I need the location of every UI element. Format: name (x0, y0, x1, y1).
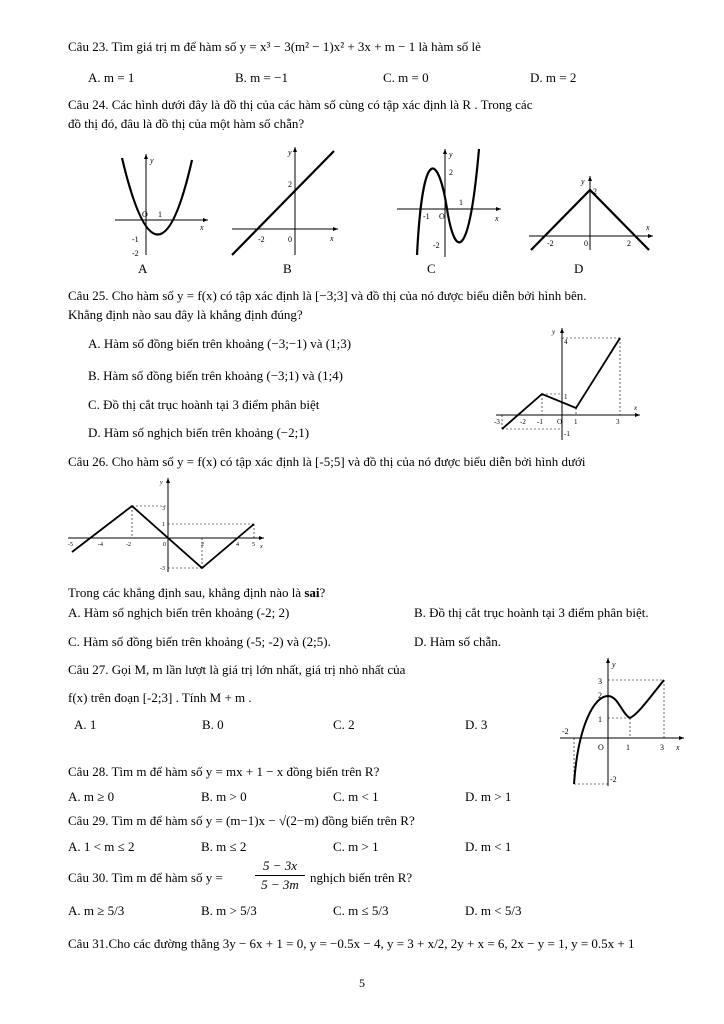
q29-stem: Câu 29. Tìm m để hàm số y = (m−1)x − √(2−m) đồng biến trên R? (68, 813, 415, 828)
q28-option-c: C. m < 1 (333, 789, 379, 804)
q29-option-a: A. 1 < m ≤ 2 (68, 839, 135, 854)
q24d-origin-label: 0 (584, 239, 588, 248)
q30-option-c: C. m ≤ 5/3 (333, 903, 389, 918)
q25-option-b: B. Hàm số đồng biến trên khoảng (−3;1) và (1;4) (88, 368, 344, 383)
q27-tick-3x: 3 (660, 743, 664, 752)
q24-graph-d (527, 172, 657, 252)
q24b-tick-2: 2 (288, 180, 292, 189)
q24d-tick-2: 2 (593, 187, 597, 196)
q25-tick-m1: -1 (564, 430, 570, 438)
q26-tick-m5: -5 (68, 542, 73, 548)
q26-tick-m2: -2 (126, 542, 131, 548)
q27-graph (558, 656, 688, 788)
q24a-tick-m1: -1 (132, 235, 139, 244)
q26-question-prefix: Trong các khẳng định sau, khẳng định nào là (68, 585, 305, 600)
q25-option-d: D. Hàm số nghịch biến trên khoảng (−2;1) (88, 425, 310, 440)
q24-label-a: A (138, 261, 148, 276)
q26-question-suffix: ? (319, 585, 326, 600)
q24b-origin-label: 0 (288, 235, 292, 244)
q24-graph-a (110, 150, 210, 260)
q27-stem-line1: Câu 27. Gọi M, m lần lượt là giá trị lớn nhất, giá trị nhỏ nhất của (68, 662, 406, 677)
q23-option-d: D. m = 2 (530, 70, 577, 85)
q25-tick-4: 4 (564, 338, 568, 346)
q25-stem-line1: Câu 25. Cho hàm số y = f(x) có tập xác định là [−3;3] và đồ thị của nó được biểu diễn bởi hình bên. (68, 288, 587, 303)
q24-stem-line2: đồ thị đó, đâu là đồ thị của một hàm số chẵn? (68, 116, 305, 131)
q26-x-label: x (260, 544, 263, 550)
q25-option-a: A. Hàm số đồng biến trên khoảng (−3;−1) và (1;3) (88, 336, 352, 351)
q26-stem: Câu 26. Cho hàm số y = f(x) có tập xác định là [-5;5] và đồ thị của nó được biểu diễn bởi hình dưới (68, 454, 586, 469)
q26-tick-1: 1 (162, 522, 165, 528)
q23-option-b: B. m = −1 (235, 70, 288, 85)
q28-stem: Câu 28. Tìm m để hàm số y = mx + 1 − x đồng biến trên R? (68, 764, 380, 779)
q30-option-d: D. m < 5/3 (465, 903, 522, 918)
q27-stem-line2: f(x) trên đoạn [-2;3] . Tính M + m . (68, 690, 252, 705)
q30-fraction-denominator: 5 − 3m (261, 877, 299, 892)
q27-option-d: D. 3 (465, 717, 488, 732)
q27-tick-2: 2 (598, 691, 602, 700)
q28-option-a: A. m ≥ 0 (68, 789, 115, 804)
q24-label-d: D (574, 261, 584, 276)
q26-tick-5: 5 (252, 542, 255, 548)
q24d-y-label: y (581, 177, 585, 186)
q29-option-d: D. m < 1 (465, 839, 512, 854)
q27-option-a: A. 1 (74, 717, 97, 732)
q24b-y-label: y (288, 148, 292, 157)
q25-tick-m3: -3 (494, 418, 500, 426)
q30-fraction-bar (255, 875, 305, 876)
q26-question (68, 584, 325, 602)
q25-y-label: y (552, 328, 556, 336)
q24c-tick-m2: -2 (433, 241, 440, 250)
q27-x-label: x (676, 743, 680, 752)
q25-tick-1x: 1 (574, 418, 578, 426)
q26-option-b: B. Đồ thị cắt trục hoành tại 3 điểm phân biệt. (414, 605, 649, 620)
q30-fraction-numerator: 5 − 3x (262, 858, 298, 873)
q24d-tick-m2: -2 (547, 239, 554, 248)
q25-tick-3: 3 (616, 418, 620, 426)
q31-stem: Câu 31.Cho các đường thẳng 3y − 6x + 1 = 0, y = −0.5x − 4, y = 3 + x/2, 2y + x = 6, 2x − y = 1, y = 0.5x + 1 (68, 936, 635, 951)
q24d-tick-2x: 2 (627, 239, 631, 248)
q24-graph-b (228, 143, 343, 258)
q24b-x-label: x (330, 234, 334, 243)
q24c-y-label: y (449, 150, 453, 159)
q30-stem-suffix: nghịch biến trên R? (310, 870, 413, 885)
q25-option-c: C. Đồ thị cắt trục hoành tại 3 điểm phân biệt (88, 397, 320, 412)
q27-tick-m2x: -2 (562, 727, 569, 736)
q24c-tick-m1: -1 (423, 212, 430, 221)
q24a-tick-m2: -2 (132, 249, 139, 258)
q27-option-c: C. 2 (333, 717, 355, 732)
q25-graph (494, 326, 644, 442)
q24c-tick-1: 1 (459, 198, 463, 207)
q24a-tick-1: 1 (158, 210, 162, 219)
q24-stem-line1: Câu 24. Các hình dưới đây là đồ thị của các hàm số cùng có tập xác định là R . Trong các (68, 97, 533, 112)
q27-option-b: B. 0 (202, 717, 224, 732)
q26-question-bold: sai (304, 585, 320, 600)
q24c-origin-label: O (439, 212, 445, 221)
q26-option-a: A. Hàm số nghịch biến trên khoảng (-2; 2) (68, 605, 290, 620)
q24a-x-label: x (200, 223, 204, 232)
q25-tick-m2: -2 (520, 418, 526, 426)
q27-y-label: y (612, 660, 616, 669)
q30-option-a: A. m ≥ 5/3 (68, 903, 125, 918)
q24b-tick-m2: -2 (258, 235, 265, 244)
q26-graph (68, 476, 268, 574)
q26-tick-m3: -3 (160, 566, 165, 572)
q30-stem-prefix: Câu 30. Tìm m để hàm số y = (68, 870, 223, 885)
page-number: 5 (359, 976, 365, 990)
q24c-x-label: x (495, 214, 499, 223)
q25-stem-line2: Khẳng định nào sau đây là khẳng định đúng? (68, 307, 303, 322)
q26-option-d: D. Hàm số chẵn. (414, 634, 502, 649)
q25-tick-1: 1 (564, 393, 568, 401)
q24-label-c: C (427, 261, 436, 276)
q26-origin-label: 0 (163, 542, 166, 548)
q25-origin-label: O (557, 418, 563, 426)
q30-fraction (255, 858, 305, 893)
q25-x-label: x (634, 404, 638, 412)
q26-option-c: C. Hàm số đồng biến trên khoảng (-5; -2) và (2;5). (68, 634, 331, 649)
q26-tick-2: 2 (201, 542, 204, 548)
q24-label-b: B (283, 261, 292, 276)
q27-tick-3: 3 (598, 677, 602, 686)
q24-graph-c (395, 145, 505, 260)
q23-option-c: C. m = 0 (383, 70, 429, 85)
q26-tick-m4: -4 (98, 542, 103, 548)
q23-stem: Câu 23. Tìm giá trị m để hàm số y = x³ − 3(m² − 1)x² + 3x + m − 1 là hàm số lẻ (68, 39, 481, 54)
q26-y-label: y (160, 480, 163, 486)
q24c-tick-2: 2 (449, 168, 453, 177)
q25-tick-m1x: -1 (537, 418, 543, 426)
q30-option-b: B. m > 5/3 (201, 903, 257, 918)
q24a-y-label: y (150, 156, 154, 165)
q27-tick-m2: -2 (610, 775, 617, 784)
q26-tick-3: 3 (162, 506, 165, 512)
q24a-origin-label: O (142, 210, 148, 219)
q27-tick-1: 1 (598, 715, 602, 724)
q28-option-d: D. m > 1 (465, 789, 512, 804)
q24d-x-label: x (646, 223, 650, 232)
q27-tick-1x: 1 (626, 743, 630, 752)
q28-option-b: B. m > 0 (201, 789, 247, 804)
q29-option-b: B. m ≤ 2 (201, 839, 247, 854)
q26-tick-4: 4 (236, 542, 239, 548)
q27-origin-label: O (598, 743, 604, 752)
q29-option-c: C. m > 1 (333, 839, 379, 854)
q23-option-a: A. m = 1 (88, 70, 135, 85)
